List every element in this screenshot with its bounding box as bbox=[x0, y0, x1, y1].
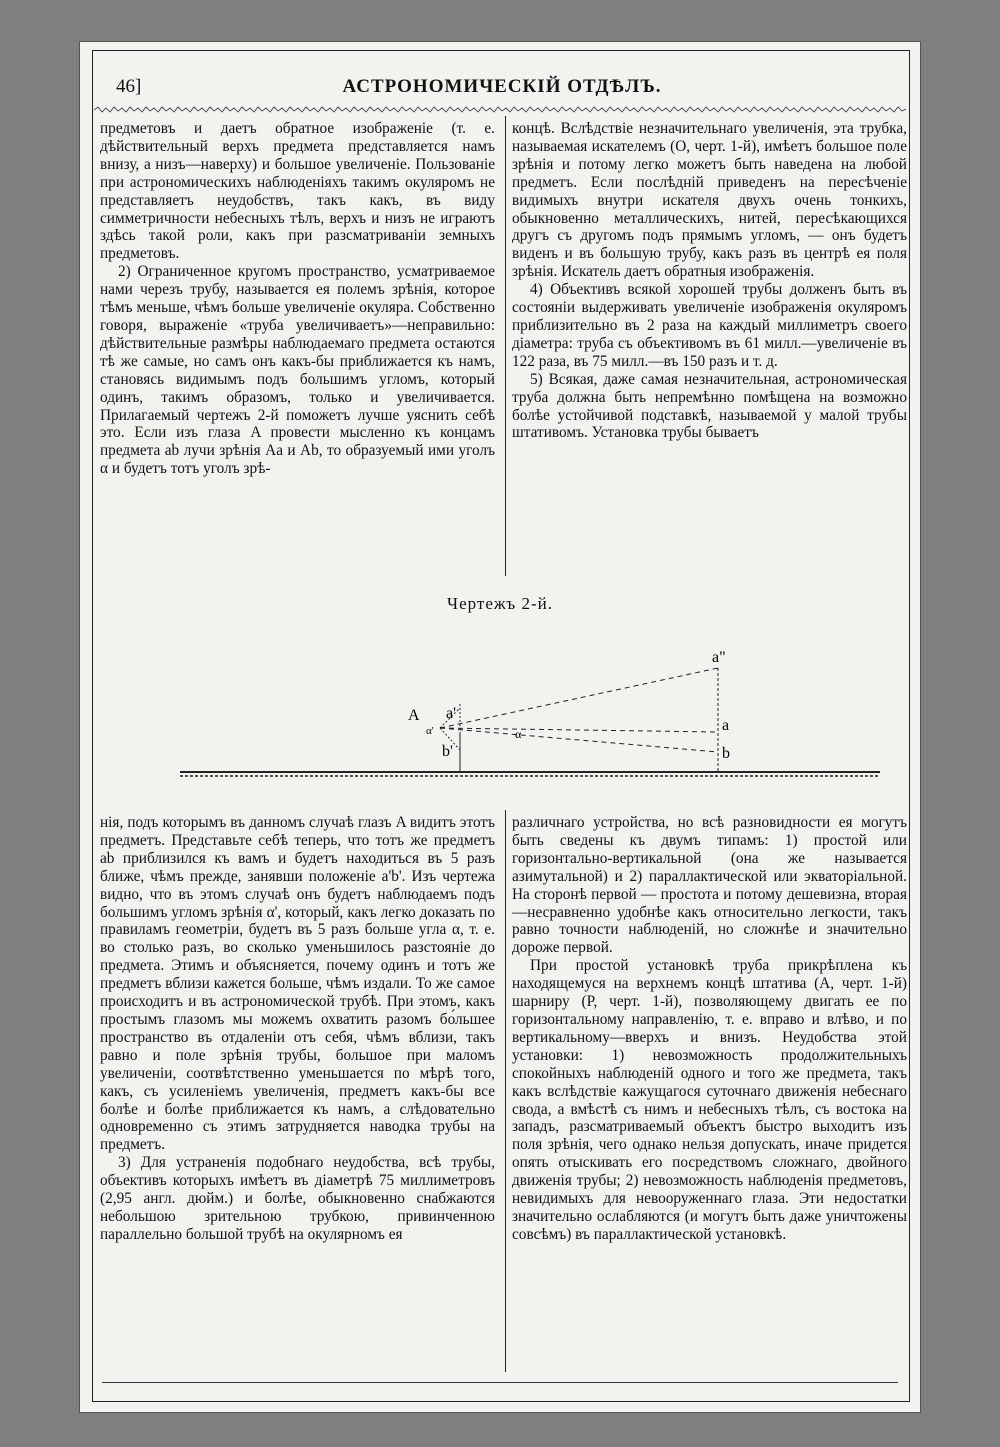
paragraph: различнаго устройства, но всѣ разновидности ея могутъ быть сведены къ двумъ типамъ: 1) простой или горизонтально-вертикальной (она же называется азимутальной) и 2) параллактической или экваторіальной. На сторонѣ первой — простота и потому дешевизна, вторая—несравненно удобнѣе какъ относительно легкости, такъ равно точности наблюденій, но сложнѣе и значительно дороже первой. bbox=[512, 814, 907, 957]
label-b: b bbox=[722, 745, 730, 762]
bottom-rule bbox=[102, 1382, 898, 1383]
paragraph: При простой установкѣ труба прикрѣплена къ находящемуся на верхнемъ концѣ штатива (A, черт. 1-й) шарниру (P, черт. 1-й), позволяющему двигать ее по горизонтальному направленію, т. е. вправо и влѣво, и по вертикальному—вверхъ и внизъ. Неудобства этой установки: 1) невозможность продолжительныхъ спокойныхъ наблюденій одного и того же предмета, такъ какъ вслѣдствіе кажущагося суточнаго движенія небеснаго свода, а вмѣстѣ съ нимъ и небесныхъ тѣлъ, съ востока на западъ, разсматриваемый объектъ быстро выходитъ изъ поля зрѣнія, чего однако нельзя допускать, иначе придется опять отыскивать его посредствомъ сложнаго, двойного движенія трубы; 2) невозможность наблюденія предметовъ, невидимыхъ для невооруженнаго глаза. Эти недостатки значительно ослабляются (и могутъ быть даже уничтожены совсѣмъ) въ параллактической установкѣ. bbox=[512, 957, 907, 1243]
section-title: АСТРОНОМИЧЕСКІЙ ОТДѢЛЪ. bbox=[342, 76, 662, 97]
label-alpha: α bbox=[515, 727, 522, 741]
paragraph: нія, подъ которымъ въ данномъ случаѣ глазъ A видитъ этотъ предметъ. Представьте себѣ теперь, что тотъ же предметъ ab приблизился къ вамъ и будетъ находиться въ 5 разъ ближе, чѣмъ прежде, занявши положеніе a'b'. Изъ чертежа видно, что въ этомъ случаѣ онъ будетъ наблюдаемъ подъ большимъ угломъ зрѣнія α', который, какъ легко доказать по правиламъ геометріи, будетъ въ 5 разъ больше угла α, т. е. во столько разъ, во сколько уменьшилось разстояніе до предмета. Этимъ и объясняется, почему одинъ и тотъ же предметъ вблизи кажется больше, чѣмъ издали. То же самое происходитъ и въ астрономической трубѣ. При этомъ, какъ простымъ глазомъ мы можемъ охватить разомъ бо́льшее пространство въ отдаленіи отъ себя, чѣмъ вблизи, такъ равно и поле зрѣнія трубы, большое при маломъ увеличеніи, соотвѣтственно уменьшается по мѣрѣ того, какъ, съ усиленіемъ увеличенія, предметъ какъ-бы все болѣе и болѣе приближается къ намъ, а слѣдовательно одновременно съ этимъ затрудняется наводка трубы на предметъ. bbox=[100, 814, 495, 1154]
paragraph: 4) Объективъ всякой хорошей трубы долженъ быть въ состояніи выдерживать увеличеніе изображенія окуляромъ приблизительно въ 2 раза на каждый миллиметръ своего діаметра: труба съ объективомъ въ 61 милл.—увеличеніе въ 122 раза, въ 75 милл.—въ 150 разъ и т. д. bbox=[512, 281, 907, 370]
top-left-column bbox=[100, 120, 495, 478]
header-ornament-rule bbox=[94, 106, 906, 114]
paragraph: предметовъ и даетъ обратное изображеніе (т. е. дѣйствительный верхъ предмета представляется намъ внизу, а низъ—наверху) и большое увеличеніе. Пользованіе при астрономическихъ наблюденіяхъ такимъ окуляромъ не представляетъ неудобствъ, такъ какъ, въ виду симметричности небесныхъ тѣлъ, верхъ и низъ не играютъ здѣсь такой роли, какъ при разсматриваніи земныхъ предметовъ. bbox=[100, 120, 495, 263]
label-alpha-prime: α' bbox=[426, 725, 434, 737]
bottom-right-column bbox=[512, 814, 907, 1244]
top-right-column bbox=[512, 120, 907, 442]
bottom-left-column bbox=[100, 814, 495, 1244]
paragraph: 5) Всякая, даже самая незначительная, астрономическая труба должна быть непремѣнно помѣщена на возможно болѣе устойчивой подставкѣ, называемой у малой трубы штативомъ. Установка трубы бываетъ bbox=[512, 370, 907, 442]
book-page bbox=[80, 42, 920, 1412]
column-divider bbox=[505, 116, 506, 576]
diagram-visual-angle bbox=[180, 640, 940, 790]
label-a-far: a" bbox=[712, 649, 726, 666]
page-number: 46] bbox=[116, 76, 142, 97]
paragraph: концѣ. Вслѣдствіе незначительнаго увеличенія, эта трубка, называемая искателемъ (O, черт. 1-й), имѣетъ большое поле зрѣнія и потому легко можетъ быть наведена на любой предметъ. Если послѣдній приведенъ на пересѣченіе видимыхъ внутри искателя двухъ очень тонкихъ, обыкновенно металлическихъ, нитей, пересѣкающихся другъ съ другомъ подъ прямымъ угломъ, — онъ будетъ виденъ и въ большую трубу, какъ разъ въ центрѣ ея поля зрѣнія. Искатель даетъ обратныя изображенія. bbox=[512, 120, 907, 281]
label-a-prime: a' bbox=[446, 705, 456, 722]
paragraph: 2) Ограниченное кругомъ пространство, усматриваемое нами черезъ трубу, называется ея полемъ зрѣнія, которое тѣмъ меньше, чѣмъ больше увеличеніе окуляра. Собственно говоря, выраженіе «труба увеличиваетъ»—неправильно: дѣйствительные размѣры наблюдаемаго предмета остаются тѣ же самые, но самъ онъ какъ-бы приближается къ намъ, становясь видимымъ подъ большимъ угломъ, который одинъ, такимъ образомъ, только и увеличивается. Прилагаемый чертежъ 2-й поможетъ лучше уяснить себѣ это. Если изъ глаза A провести мысленно къ концамъ предмета ab лучи зрѣнія Aa и Ab, то образуемый ими уголъ α и будетъ тотъ уголъ зрѣ- bbox=[100, 263, 495, 478]
paragraph: 3) Для устраненія подобнаго неудобства, всѣ трубы, объективъ которыхъ имѣетъ въ діаметрѣ 75 миллиметровъ (2,95 англ. дюйм.) и болѣе, обыкновенно снабжаются небольшою зрительною трубкою, привинченною параллельно большой трубѣ на окулярномъ ея bbox=[100, 1154, 495, 1243]
label-A: A bbox=[408, 707, 420, 724]
figure-caption: Чертежъ 2-й. bbox=[447, 594, 553, 613]
label-a: a bbox=[722, 717, 730, 734]
column-divider bbox=[505, 810, 506, 1372]
running-header bbox=[116, 76, 888, 106]
label-b-prime: b' bbox=[442, 743, 453, 760]
